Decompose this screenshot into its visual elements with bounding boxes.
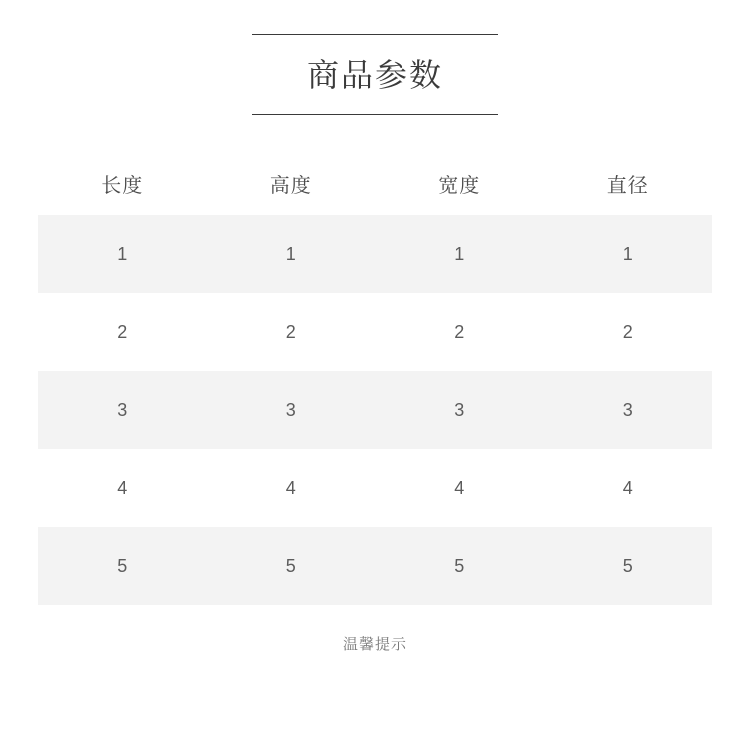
table-cell: 4 xyxy=(622,477,633,498)
table-cell: 3 xyxy=(622,399,633,420)
column-header-width: 宽度 xyxy=(438,174,481,197)
product-parameters-table xyxy=(38,151,712,605)
table-cell: 3 xyxy=(285,399,296,420)
table-cell: 3 xyxy=(117,399,128,420)
footer-tip: 温馨提示 xyxy=(342,636,407,653)
table-cell: 5 xyxy=(622,555,633,576)
table-cell: 2 xyxy=(285,321,296,342)
table-cell: 1 xyxy=(117,243,128,264)
column-header-length: 长度 xyxy=(101,174,144,197)
table-cell: 2 xyxy=(117,321,128,342)
table-row xyxy=(38,371,712,449)
table-cell: 4 xyxy=(454,477,465,498)
table-body xyxy=(38,215,712,605)
table-cell: 2 xyxy=(622,321,633,342)
page-title-block xyxy=(0,0,750,115)
table-row xyxy=(38,527,712,605)
table-cell: 3 xyxy=(454,399,465,420)
column-header-height: 高度 xyxy=(269,174,312,197)
table-head xyxy=(38,151,712,215)
table-cell: 5 xyxy=(454,555,465,576)
table-row xyxy=(38,449,712,527)
table-header-row xyxy=(38,151,712,215)
table-row xyxy=(38,293,712,371)
table-cell: 4 xyxy=(117,477,128,498)
table-cell: 5 xyxy=(117,555,128,576)
table-row xyxy=(38,215,712,293)
table-cell: 1 xyxy=(622,243,633,264)
table-cell: 1 xyxy=(285,243,296,264)
table-cell: 4 xyxy=(285,477,296,498)
table-cell: 2 xyxy=(454,321,465,342)
table-cell: 1 xyxy=(454,243,465,264)
title-rule-bottom xyxy=(252,114,498,115)
table-cell: 5 xyxy=(285,555,296,576)
page-title: 商品参数 xyxy=(306,57,443,93)
column-header-diameter: 直径 xyxy=(606,174,649,197)
